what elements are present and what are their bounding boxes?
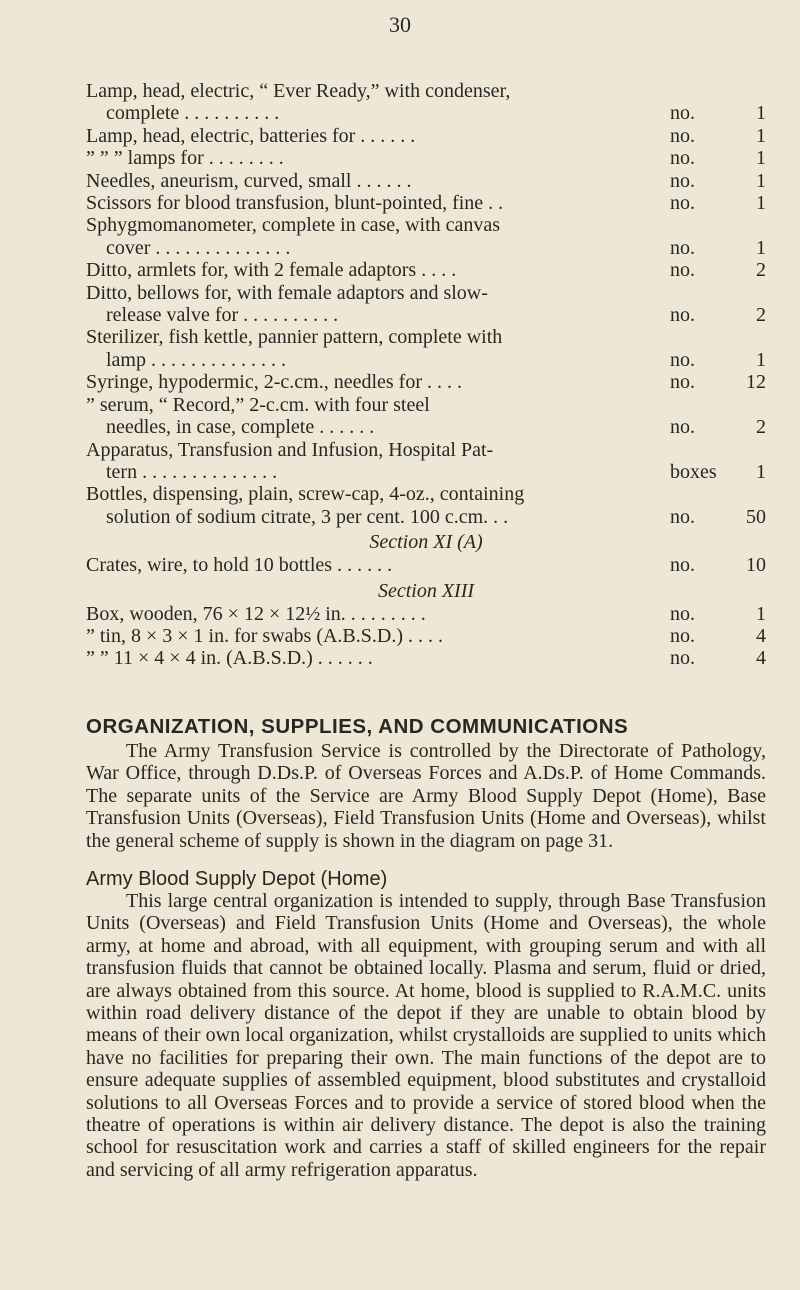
equipment-item-unit: no. xyxy=(670,624,695,647)
equipment-list xyxy=(86,80,766,670)
equipment-item-quantity: 2 xyxy=(756,259,766,282)
equipment-item-quantity: 4 xyxy=(756,647,766,670)
equipment-item-unit: no. xyxy=(670,169,695,192)
equipment-item xyxy=(86,80,766,125)
equipment-item-unit: boxes xyxy=(670,460,717,483)
equipment-item-unit: no. xyxy=(670,304,695,327)
equipment-item-text: Lamp, head, electric, “ Ever Ready,” with condenser, xyxy=(86,80,511,102)
equipment-item-text: Box, wooden, 76 × 12 × 12½ in. . . . . . . . . xyxy=(86,602,426,625)
equipment-item xyxy=(86,625,766,647)
section-heading-xiii: Section XIII xyxy=(377,579,475,602)
equipment-item-quantity: 1 xyxy=(756,192,766,215)
equipment-item xyxy=(86,170,766,192)
equipment-item-quantity: 2 xyxy=(756,304,766,327)
equipment-item xyxy=(86,603,766,625)
equipment-item-text: Ditto, bellows for, with female adaptors and slow- xyxy=(86,281,488,304)
equipment-item-unit: no. xyxy=(670,348,695,371)
depot-paragraph: This large central organization is intended to supply, through Base Transfusion Units (Overseas) and Field Transfusion Units (Home and Overseas), the whole army, at home and abroad, with all equipment, with grouping serum and with all transfusion fluids that cannot be obtained locally. Plasma and serum, fluid or dried, are always obtained from this source. At home, blood is supplied to R.A.M.C. units within road delivery distance of the depot if they are unable to obtain blood by means of their own local organization, whilst crystalloids are supplied to units which have no facilities for preparing their own. The main functions of the depot are to ensure adequate supplies of assembled equipment, blood substitutes and crystalloid solutions to all Overseas Forces and to provide a service of stored blood when the theatre of operations is within air delivery distance. The depot is also the training school for resuscitation work and carries a staff of skilled engineers for the repair and servicing of all army refrigeration apparatus. xyxy=(86,890,766,1181)
equipment-item-unit: no. xyxy=(670,505,695,528)
equipment-item-text: Ditto, armlets for, with 2 female adaptors . . . . xyxy=(86,259,457,282)
equipment-item-text: Lamp, head, electric, batteries for . . . . . . xyxy=(86,124,416,147)
equipment-item xyxy=(86,371,766,393)
equipment-item-unit: no. xyxy=(670,602,695,625)
equipment-item xyxy=(86,554,766,576)
equipment-item-unit: no. xyxy=(670,416,695,439)
equipment-item-text: Syringe, hypodermic, 2-c.cm., needles for . . . . xyxy=(86,371,463,394)
equipment-item xyxy=(86,394,766,439)
equipment-item-text: cover . . . . . . . . . . . . . . xyxy=(106,236,291,259)
equipment-item-text: release valve for . . . . . . . . . . xyxy=(106,304,339,327)
equipment-item xyxy=(86,125,766,147)
equipment-item-quantity: 1 xyxy=(756,348,766,371)
equipment-item-unit: no. xyxy=(670,124,695,147)
equipment-item-text: Sterilizer, fish kettle, pannier pattern, complete with xyxy=(86,326,503,349)
equipment-item-quantity: 4 xyxy=(756,624,766,647)
equipment-item-quantity: 12 xyxy=(746,371,766,394)
equipment-item xyxy=(86,259,766,281)
depot-heading: Army Blood Supply Depot (Home) xyxy=(86,868,388,890)
equipment-item-quantity: 10 xyxy=(746,554,766,577)
equipment-item-unit: no. xyxy=(670,147,695,170)
equipment-item-text: Sphygmomanometer, complete in case, with canvas xyxy=(86,214,501,237)
equipment-group-a xyxy=(86,80,766,528)
equipment-item xyxy=(86,647,766,669)
equipment-item xyxy=(86,214,766,259)
equipment-item-text: ” tin, 8 × 3 × 1 in. for swabs (A.B.S.D.) . . . . xyxy=(86,624,443,647)
equipment-item-text: ” ” 11 × 4 × 4 in. (A.B.S.D.) . . . . . . xyxy=(86,647,373,670)
equipment-item-unit: no. xyxy=(670,192,695,215)
equipment-item-unit: no. xyxy=(670,554,695,577)
equipment-group-c xyxy=(86,603,766,670)
organization-paragraph: The Army Transfusion Service is controlled by the Directorate of Pathology, War Office, through D.Ds.P. of Overseas Forces and A.Ds.P. of Home Commands. The separate units of the Service are Army Blood Supply Depot (Home), Base Transfusion Units (Overseas), Field Transfusion Units (Home and Overseas), whilst the general scheme of supply is shown in the diagram on page 31. xyxy=(86,740,766,852)
equipment-item-unit: no. xyxy=(670,102,695,125)
section-heading-xi-a: Section XI (A) xyxy=(369,531,483,554)
equipment-item-quantity: 1 xyxy=(756,102,766,125)
equipment-item-quantity: 50 xyxy=(746,505,766,528)
equipment-item xyxy=(86,192,766,214)
equipment-item-unit: no. xyxy=(670,371,695,394)
page-number: 30 xyxy=(389,12,411,37)
equipment-item-unit: no. xyxy=(670,647,695,670)
equipment-group-b xyxy=(86,554,766,576)
equipment-item-text: needles, in case, complete . . . . . . xyxy=(106,416,375,439)
equipment-item xyxy=(86,147,766,169)
equipment-item-unit: no. xyxy=(670,236,695,259)
organization-heading: ORGANIZATION, SUPPLIES, AND COMMUNICATIONS xyxy=(86,715,629,738)
equipment-item-quantity: 1 xyxy=(756,147,766,170)
equipment-item-text: Crates, wire, to hold 10 bottles . . . . . . xyxy=(86,554,393,577)
equipment-item-text: tern . . . . . . . . . . . . . . xyxy=(106,460,278,483)
equipment-item-text: ” serum, “ Record,” 2-c.cm. with four steel xyxy=(86,393,430,416)
equipment-item xyxy=(86,483,766,528)
equipment-item-text: Bottles, dispensing, plain, screw-cap, 4-oz., containing xyxy=(86,483,525,506)
equipment-item xyxy=(86,439,766,484)
equipment-item-text: ” ” ” lamps for . . . . . . . . xyxy=(86,147,284,170)
equipment-item-text: Scissors for blood transfusion, blunt-pointed, fine . . xyxy=(86,192,504,215)
equipment-item-quantity: 1 xyxy=(756,236,766,259)
equipment-item-text: solution of sodium citrate, 3 per cent. 100 c.cm. . . xyxy=(106,505,509,528)
equipment-item-quantity: 1 xyxy=(756,124,766,147)
equipment-item-quantity: 1 xyxy=(756,602,766,625)
equipment-item xyxy=(86,282,766,327)
equipment-item-text: lamp . . . . . . . . . . . . . . xyxy=(106,348,286,371)
equipment-item-quantity: 2 xyxy=(756,416,766,439)
equipment-item-text: Apparatus, Transfusion and Infusion, Hospital Pat- xyxy=(86,438,494,461)
equipment-item xyxy=(86,326,766,371)
equipment-item-quantity: 1 xyxy=(756,169,766,192)
equipment-item-unit: no. xyxy=(670,259,695,282)
equipment-item-text: complete . . . . . . . . . . xyxy=(106,102,280,125)
equipment-item-quantity: 1 xyxy=(756,460,766,483)
equipment-item-text: Needles, aneurism, curved, small . . . . . . xyxy=(86,169,412,192)
